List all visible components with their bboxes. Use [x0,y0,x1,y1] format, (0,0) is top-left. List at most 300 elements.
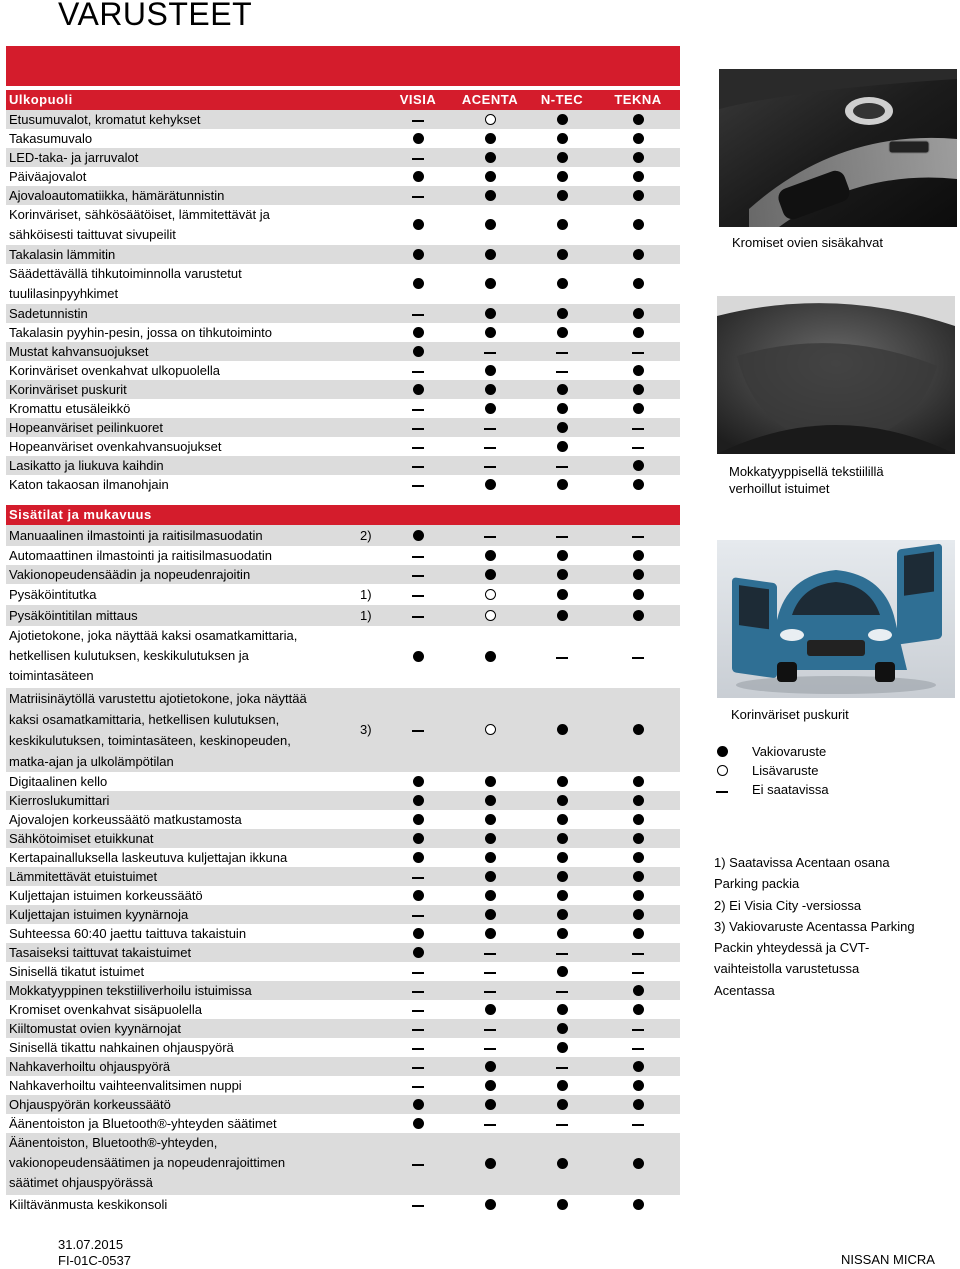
column-header-acenta: ACENTA [461,92,519,107]
car-caption: Korinväriset puskurit [731,707,849,722]
table-row [6,626,680,688]
feature-label: Päiväajovalot [9,169,87,184]
section-header [6,505,680,525]
standard-icon [633,133,644,144]
table-row [6,110,680,129]
not-available-icon [632,1124,644,1126]
feature-label: Sinisellä tikattu nahkainen ohjauspyörä [9,1040,234,1055]
standard-icon [633,1199,644,1210]
not-available-icon [556,1124,568,1126]
standard-icon [485,152,496,163]
table-row [6,323,680,342]
not-available-icon [632,1029,644,1031]
standard-icon [413,1118,424,1129]
standard-icon [633,1099,644,1110]
standard-icon [557,133,568,144]
standard-icon [413,1099,424,1110]
not-available-icon [412,1048,424,1050]
standard-icon [557,890,568,901]
not-available-icon [556,991,568,993]
table-row [6,1133,680,1195]
standard-icon [557,1004,568,1015]
section-header [6,90,680,110]
standard-icon [485,1004,496,1015]
feature-label: Takalasin lämmitin [9,247,116,262]
standard-icon [485,365,496,376]
optional-icon [485,724,496,735]
legend-optional-label: Lisävaruste [752,763,819,778]
standard-icon [557,1199,568,1210]
feature-label: Kromiset ovenkahvat sisäpuolella [9,1002,202,1017]
standard-icon [557,308,568,319]
standard-icon [633,1061,644,1072]
feature-label: Säädettävällä tihkutoiminnolla varustetut tuulilasinpyyhkimet [9,266,242,301]
feature-label: Ajotietokone, joka näyttää kaksi osamatkamittaria, hetkellisen kulutuksen, keskikulutuksen ja toimintasäteen [9,628,298,683]
standard-icon [633,724,644,735]
not-available-icon [632,953,644,955]
standard-icon [557,852,568,863]
feature-label: Takasumuvalo [9,131,93,146]
feature-label: Ajovalojen korkeussäätö matkustamosta [9,812,242,827]
section-title: Sisätilat ja mukavuus [9,507,152,522]
standard-icon [413,384,424,395]
standard-icon [633,365,644,376]
not-available-icon [412,314,424,316]
standard-icon [485,569,496,580]
standard-icon [633,852,644,863]
standard-icon [485,190,496,201]
standard-icon [413,852,424,863]
not-available-icon [632,1048,644,1050]
feature-label: Pysäköintitilan mittaus [9,608,138,623]
not-available-icon [412,120,424,122]
feature-label: Ajovaloautomatiikka, hämärätunnistin [9,188,225,203]
section-title: Ulkopuoli [9,92,73,107]
standard-icon [413,278,424,289]
standard-icon [557,1158,568,1169]
standard-icon [557,569,568,580]
standard-icon [557,171,568,182]
standard-icon [413,327,424,338]
table-row [6,565,680,584]
table-row [6,1019,680,1038]
standard-icon [633,909,644,920]
standard-icon [557,152,568,163]
standard-icon [413,249,424,260]
table-row [6,772,680,791]
table-row [6,886,680,905]
standard-icon [633,985,644,996]
standard-icon [557,190,568,201]
not-available-icon [484,1048,496,1050]
not-available-icon [556,657,568,659]
standard-icon [413,171,424,182]
feature-label: Etusumuvalot, kromatut kehykset [9,112,201,127]
footnote-ref: 1) [360,587,372,602]
feature-label: Kierroslukumittari [9,793,110,808]
not-available-icon [412,1205,424,1207]
not-available-icon [484,536,496,538]
standard-icon [557,928,568,939]
feature-label: Automaattinen ilmastointi ja raitisilmasuodatin [9,548,273,563]
standard-icon [485,171,496,182]
standard-icon [485,776,496,787]
not-available-icon [484,1124,496,1126]
standard-icon [633,569,644,580]
not-available-icon [632,447,644,449]
standard-icon [633,890,644,901]
standard-icon [557,610,568,621]
feature-label: Nahkaverhoiltu ohjauspyörä [9,1059,171,1074]
feature-label: Korinväriset puskurit [9,382,127,397]
standard-icon [633,795,644,806]
table-row [6,848,680,867]
not-available-icon [412,595,424,597]
standard-icon [485,928,496,939]
feature-label: Kuljettajan istuimen korkeussäätö [9,888,203,903]
standard-icon [557,441,568,452]
standard-icon [633,403,644,414]
not-available-icon [484,466,496,468]
legend-standard-label: Vakiovaruste [752,744,827,759]
feature-label: Kiiltomustat ovien kyynärnojat [9,1021,181,1036]
column-header-n-tec: N-TEC [540,92,584,107]
table-row [6,867,680,886]
table-row [6,167,680,186]
standard-icon [413,133,424,144]
standard-icon [557,114,568,125]
standard-icon [633,610,644,621]
feature-label: Digitaalinen kello [9,774,108,789]
feature-label: Matriisinäytöllä varustettu ajotietokone, joka näyttää kaksi osamatkamittaria, hetkellisen kulutuksen, keskikulutuksen, toimintasäteen, keskinopeuden, matka-ajan ja ulkolämpötilan [9,691,307,769]
standard-icon [633,479,644,490]
standard-icon [633,776,644,787]
standard-icon [633,1004,644,1015]
feature-label: Tasaiseksi taittuvat takaistuimet [9,945,192,960]
not-available-icon [484,447,496,449]
not-available-icon [556,1067,568,1069]
door-caption: Kromiset ovien sisäkahvat [732,235,884,250]
standard-icon [413,776,424,787]
standard-icon [485,651,496,662]
standard-icon [413,928,424,939]
not-available-icon [484,991,496,993]
table-row [6,943,680,962]
table-row [6,1095,680,1114]
not-available-icon [412,447,424,449]
footnote-ref: 3) [360,722,372,737]
standard-icon [557,384,568,395]
feature-label: Pysäköintitutka [9,587,97,602]
standard-icon [485,1061,496,1072]
table-row [6,399,680,418]
feature-label: Korinväriset ovenkahvat ulkopuolella [9,363,221,378]
footnotes: 1) Saatavissa Acentaan osana Parking packia 2) Ei Visia City -versiossa 3) Vakiovaruste Acentassa Parking Packin yhteydessä ja CVT- vaihteistolla varustetussa Acentassa [714,855,915,998]
table-row [6,475,680,494]
table-row [6,304,680,323]
door-handle-photo [719,69,957,227]
standard-icon [557,833,568,844]
standard-icon [557,403,568,414]
standard-icon [485,795,496,806]
feature-label: Nahkaverhoiltu vaihteenvalitsimen nuppi [9,1078,242,1093]
feature-label: Hopeanväriset ovenkahvansuojukset [9,439,222,454]
not-available-icon [412,158,424,160]
not-available-icon [484,953,496,955]
standard-icon [633,308,644,319]
standard-icon [413,890,424,901]
feature-label: Sähkötoimiset etuikkunat [9,831,154,846]
not-available-icon [632,657,644,659]
table-row [6,418,680,437]
column-header-visia: VISIA [399,92,437,107]
standard-icon [633,219,644,230]
table-row [6,810,680,829]
standard-icon [485,249,496,260]
standard-icon [413,219,424,230]
feature-label: Äänentoiston ja Bluetooth®-yhteyden säätimet [9,1116,277,1131]
standard-icon [413,814,424,825]
table-row [6,148,680,167]
standard-icon [557,479,568,490]
standard-icon [557,278,568,289]
optional-icon [485,114,496,125]
not-available-icon [412,1086,424,1088]
not-available-icon [632,536,644,538]
standard-icon [633,278,644,289]
not-available-icon [412,428,424,430]
not-available-icon [556,536,568,538]
feature-label: Takalasin pyyhin-pesin, jossa on tihkutoiminto [9,325,273,340]
table-row [6,905,680,924]
table-row [6,456,680,475]
not-available-icon [412,575,424,577]
standard-icon [557,219,568,230]
standard-icon [557,776,568,787]
column-header-tekna: TEKNA [614,92,662,107]
table-row [6,525,680,546]
table-row [6,361,680,380]
not-available-icon [412,371,424,373]
standard-icon [485,278,496,289]
feature-label: Mokkatyyppinen tekstiiliverhoilu istuimissa [9,983,252,998]
feature-label: Kromattu etusäleikkö [9,401,131,416]
table-row [6,924,680,943]
not-available-icon [412,991,424,993]
not-available-icon [412,1029,424,1031]
feature-label: Ohjauspyörän korkeussäätö [9,1097,171,1112]
legend-standard-icon [717,746,728,757]
table-row [6,1000,680,1019]
standard-icon [633,327,644,338]
not-available-icon [412,466,424,468]
table-row [6,1038,680,1057]
seat-photo [717,296,955,454]
table-row [6,605,680,626]
standard-icon [557,795,568,806]
standard-icon [633,249,644,260]
not-available-icon [412,877,424,879]
table-row [6,186,680,205]
standard-icon [633,833,644,844]
not-available-icon [412,196,424,198]
not-available-icon [484,1029,496,1031]
table-row [6,584,680,605]
standard-icon [485,219,496,230]
table-row [6,829,680,848]
standard-icon [557,1080,568,1091]
standard-icon [413,947,424,958]
standard-icon [557,249,568,260]
standard-icon [413,795,424,806]
standard-icon [485,327,496,338]
standard-icon [485,550,496,561]
footnote-ref: 2) [360,528,372,543]
standard-icon [485,1158,496,1169]
standard-icon [485,403,496,414]
table-row [6,437,680,456]
optional-icon [485,589,496,600]
not-available-icon [412,616,424,618]
standard-icon [633,1080,644,1091]
standard-icon [557,327,568,338]
feature-label: Kuljettajan istuimen kyynärnoja [9,907,189,922]
standard-icon [633,814,644,825]
table-row [6,1057,680,1076]
standard-icon [485,871,496,882]
car-photo [717,540,955,698]
standard-icon [485,308,496,319]
footer-date: 31.07.2015 [58,1237,124,1252]
not-available-icon [484,352,496,354]
feature-label: Sadetunnistin [9,306,88,321]
standard-icon [413,530,424,541]
standard-icon [485,133,496,144]
standard-icon [633,171,644,182]
footnote-ref: 1) [360,608,372,623]
table-row [6,1076,680,1095]
not-available-icon [412,409,424,411]
legend-optional-icon [717,765,728,776]
standard-icon [413,346,424,357]
feature-label: Kertapainalluksella laskeutuva kuljettajan ikkuna [9,850,288,865]
standard-icon [413,651,424,662]
feature-label: Katon takaosan ilmanohjain [9,477,169,492]
standard-icon [557,1023,568,1034]
standard-icon [485,890,496,901]
standard-icon [633,190,644,201]
feature-label: LED-taka- ja jarruvalot [9,150,139,165]
not-available-icon [556,466,568,468]
feature-label: Lasikatto ja liukuva kaihdin [9,458,164,473]
standard-icon [633,1158,644,1169]
table-row [6,962,680,981]
seat-caption: Mokkatyyppisellä tekstiilillä verhoillut istuimet [729,464,884,496]
table-row [6,342,680,361]
header-band [6,46,680,86]
not-available-icon [412,730,424,732]
not-available-icon [412,1067,424,1069]
not-available-icon [556,953,568,955]
standard-icon [485,384,496,395]
standard-icon [633,928,644,939]
not-available-icon [632,352,644,354]
feature-label: Kiiltävänmusta keskikonsoli [9,1197,168,1212]
table-row [6,1195,680,1214]
feature-label: Manuaalinen ilmastointi ja raitisilmasuodatin [9,528,263,543]
feature-label: Korinväriset, sähkösäätöiset, lämmitettävät ja sähköisesti taittuvat sivupeilit [9,207,270,242]
feature-label: Vakionopeudensäädin ja nopeudenrajoitin [9,567,251,582]
standard-icon [557,724,568,735]
not-available-icon [412,1010,424,1012]
not-available-icon [556,371,568,373]
not-available-icon [412,1164,424,1166]
standard-icon [633,384,644,395]
table-row [6,688,680,772]
not-available-icon [484,972,496,974]
standard-icon [413,833,424,844]
standard-icon [633,114,644,125]
not-available-icon [632,972,644,974]
standard-icon [557,550,568,561]
standard-icon [485,852,496,863]
standard-icon [557,1099,568,1110]
not-available-icon [412,485,424,487]
standard-icon [633,460,644,471]
not-available-icon [412,556,424,558]
table-row [6,791,680,810]
standard-icon [633,550,644,561]
table-row [6,981,680,1000]
standard-icon [557,871,568,882]
table-row [6,205,680,245]
standard-icon [485,1099,496,1110]
optional-icon [485,610,496,621]
feature-label: Mustat kahvansuojukset [9,344,149,359]
table-row [6,245,680,264]
standard-icon [485,833,496,844]
standard-icon [557,1042,568,1053]
standard-icon [633,152,644,163]
standard-icon [557,589,568,600]
table-row [6,380,680,399]
standard-icon [485,909,496,920]
not-available-icon [632,428,644,430]
standard-icon [485,814,496,825]
standard-icon [557,966,568,977]
feature-label: Äänentoiston, Bluetooth®-yhteyden, vakionopeudensäätimen ja nopeudenrajoittimen säätimet ohjauspyörässä [9,1135,286,1190]
standard-icon [557,422,568,433]
page-title: VARUSTEET [58,0,253,32]
standard-icon [633,871,644,882]
footer-date-code [58,1237,131,1269]
standard-icon [557,814,568,825]
not-available-icon [412,972,424,974]
feature-label: Sinisellä tikatut istuimet [9,964,145,979]
table-row [6,129,680,148]
feature-label: Lämmitettävät etuistuimet [9,869,158,884]
legend-na-label: Ei saatavissa [752,782,829,797]
table-row [6,546,680,565]
standard-icon [557,909,568,920]
feature-label: Suhteessa 60:40 jaettu taittuva takaistuin [9,926,247,941]
not-available-icon [412,915,424,917]
not-available-icon [484,428,496,430]
table-row [6,1114,680,1133]
standard-icon [485,479,496,490]
legend-na-icon [716,791,728,793]
standard-icon [485,1080,496,1091]
